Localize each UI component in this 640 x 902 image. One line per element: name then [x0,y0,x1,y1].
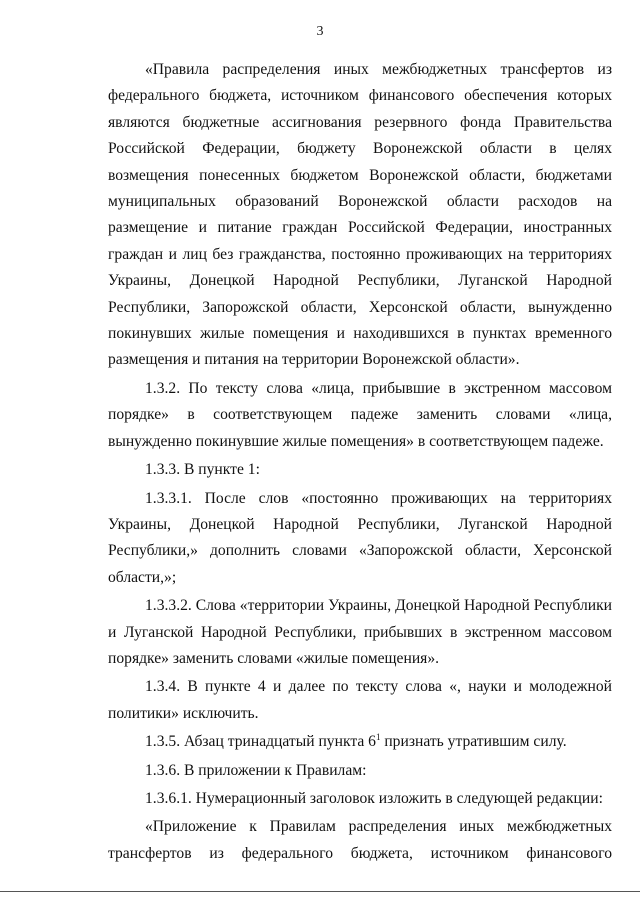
page-bottom-rule [0,891,640,892]
paragraph-1-3-6-1: 1.3.6.1. Нумерационный заголовок изложить в следующей редакции: [145,789,603,807]
paragraph-1-3-5-tail: признать утратившим силу. [380,733,567,751]
paragraph-rules-title: «Правила распределения иных межбюджетных трансфертов из федерального бюджета, источником финансового обеспечения которых являются бюджетные ассигнования резервного фонда Правительства Российской Федерации, бюджету Воронежской области в целях возмещения понесенных бюджетом Воронежской области, бюджетами муниципальных образований Воронежской области расходов на размещение и питание граждан Российской Федерации, иностранных граждан и лиц без гражданства, постоянно проживающих на территориях Украины, Донецкой Народной Республики, Луганской Народной Республики, Запорожской области, Херсонской области, вынужденно покинувших жилые помещения и находившихся в пунктах временного размещения и питания на территории Воронежской области». [108,61,612,369]
paragraph-1-3-5 [108,729,612,755]
paragraph-1-3-4: 1.3.4. В пункте 4 и далее по тексту слова «, науки и молодежной политики» исключить. [108,678,612,722]
paragraph-appendix-title: «Приложение к Правилам распределения иных межбюджетных трансфертов из федерального бюджета, источником финансового [108,818,612,862]
paragraph-1-3-3-2: 1.3.3.2. Слова «территории Украины, Донецкой Народной Республики и Луганской Народной Республики, прибывших в экстренном массовом порядке» заменить словами «жилые помещения». [108,597,612,667]
paragraph-1-3-3-1: 1.3.3.1. После слов «постоянно проживающих на территориях Украины, Донецкой Народной Республики, Луганской Народной Республики,» дополнить словами «Запорожской области, Херсонской области,»; [108,489,612,586]
document-body [108,57,612,867]
superscript-index: 1 [375,731,381,742]
paragraph-1-3-5-text: 1.3.5. Абзац тринадцатый пункта 6 [145,733,376,751]
paragraph-1-3-3: 1.3.3. В пункте 1: [145,461,260,479]
paragraph-1-3-2: 1.3.2. По тексту слова «лица, прибывшие в экстренном массовом порядке» в соответствующем падеже заменить словами «лица, вынужденно покинувшие жилые помещения» в соответствующем падеже. [108,379,612,450]
paragraph-1-3-6: 1.3.6. В приложении к Правилам: [145,761,367,779]
page-number: 3 [316,24,324,39]
